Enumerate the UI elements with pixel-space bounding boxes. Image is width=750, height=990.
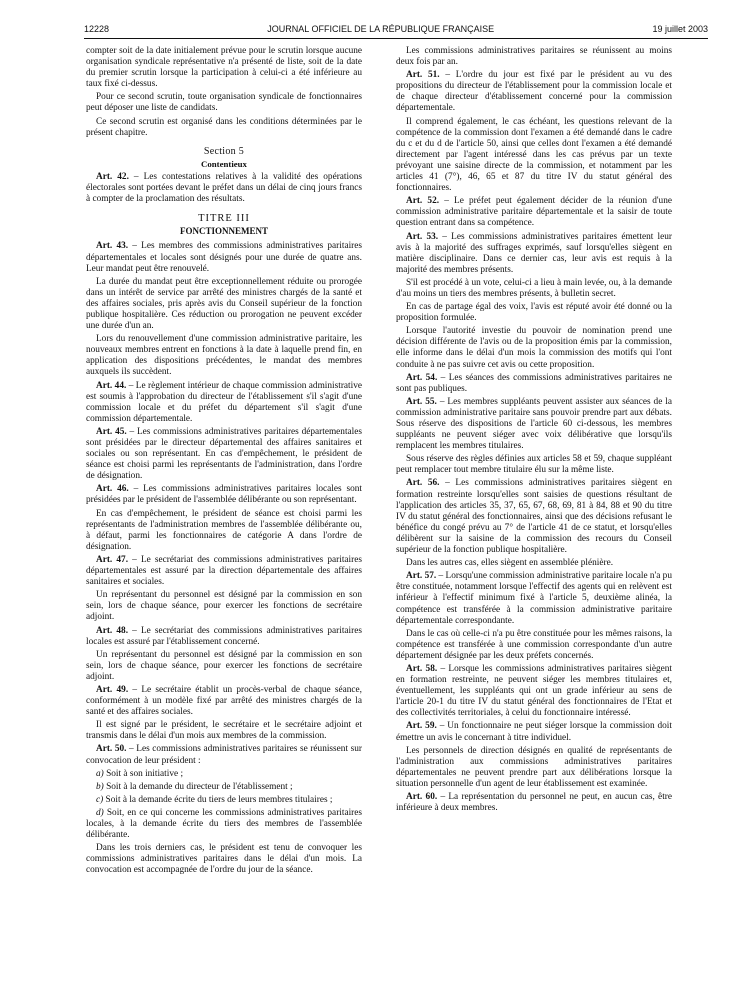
paragraph: La durée du mandat peut être exceptionnellement réduite ou prorogée dans un intérêt de service par arrêté des ministres chargés de la santé et des affaires sociales, pris après avis du Conseil supérieur de la fonction publique hospitalière. Ces réduction ou prorogation ne peuvent excéder une durée d'un an.	[86, 276, 362, 332]
article-text: – Lorsqu'une commission administrative paritaire locale n'a pu être constituée, notamment lorsque l'effectif des agents qui en relèvent est inférieur à l'effectif minimum fixé à l'article 5, deuxième alinéa, la compétence est transférée à la commission administrative paritaire départementale correspondante.	[396, 571, 672, 626]
section-title: Section 5	[203, 145, 245, 157]
list-item	[86, 769, 362, 780]
list-item	[86, 808, 362, 841]
article-43	[86, 241, 362, 274]
article-48	[86, 626, 362, 648]
article-51	[396, 70, 672, 114]
article-label: Art. 44.	[96, 380, 127, 391]
page-number: 12228	[84, 24, 110, 34]
article-text: – Le secrétariat des commissions administratives paritaires départementales est assuré par la direction départementale des affaires sanitaires et sociales.	[86, 554, 362, 588]
list-item	[86, 782, 362, 793]
article-label: Art. 46.	[96, 484, 129, 495]
paragraph: Les personnels de direction désignés en qualité de représentants de l'administration aux commissions administratives paritaires départementales ne peuvent prendre part aux délibérations lorsque la situation personnelle d'un agent de leur établissement est examinée.	[396, 745, 672, 789]
right-column	[396, 46, 672, 816]
article-label: Art. 50.	[96, 744, 127, 755]
list-letter: c)	[96, 794, 104, 805]
article-53	[396, 232, 672, 276]
article-52	[396, 196, 672, 229]
article-54	[396, 373, 672, 395]
list-letter: d)	[96, 807, 104, 818]
article-45	[86, 427, 362, 482]
titre-subtitle: FONCTIONNEMENT	[179, 226, 268, 237]
article-label: Art. 52.	[406, 196, 440, 207]
article-text: – Les commissions administratives paritaires siègent en formation restreinte lorsqu'elles sont saisies de questions résultant de l'application des articles 35, 37, 65, 67, 68, 69, 81 à 84, 88 et 90 du titre IV du statut général des fonctionnaires, ainsi que des décisions refusant le bénéfice du congé prévu au 7° de l'article 41 de ce statut, et lorsqu'elles délibèrent sur la saisine de la commission des recours du Conseil supérieur de la fonction publique hospitalière.	[396, 478, 672, 556]
paragraph: Un représentant du personnel est désigné par la commission en son sein, lors de chaque séance, pour exercer les fonctions de secrétaire adjoint.	[86, 590, 362, 623]
article-text: – L'ordre du jour est fixé par le président au vu des propositions du directeur de l'établissement pour la commission locale et de chaque directeur d'établissement concerné pour la commission départementale.	[396, 70, 672, 114]
paragraph: Dans le cas où celle-ci n'a pu être constituée pour les mêmes raisons, la compétence est transférée à une commission correspondante d'un autre département désignée par les deux préfets concernés.	[396, 628, 672, 661]
list-text: Soit, en ce qui concerne les commissions administratives paritaires locales, à la demande écrite du tiers des membres de l'assemblée délibérante.	[86, 807, 362, 841]
article-text: – Le règlement intérieur de chaque commission administrative est soumis à l'approbation du directeur de l'établissement s'il s'agit d'une commission locale et du préfet du département s'il s'agit d'une commission départementale.	[86, 380, 362, 424]
paragraph: Dans les trois derniers cas, le président est tenu de convoquer les commissions administratives paritaires dans le délai d'un mois. La convocation est accompagnée de l'ordre du jour de la séance.	[86, 843, 362, 876]
article-text: – Les commissions administratives paritaires locales sont présidées par le président de l'assemblée délibérante ou son représentant.	[86, 484, 362, 506]
article-label: Art. 59.	[406, 721, 437, 732]
article-text: – Les commissions administratives paritaires émettent leur avis à la majorité des suffrages exprimés, sauf lorsqu'elles siègent en matière disciplinaire. Dans ce dernier cas, leur avis est requis à la majorité des membres présents.	[396, 231, 672, 275]
article-label: Art. 47.	[96, 554, 129, 565]
article-text: – Le secrétariat des commissions administratives paritaires locales est assuré par l'établissement concerné.	[86, 625, 362, 647]
article-label: Art. 53.	[406, 231, 439, 242]
left-column	[86, 46, 362, 878]
publication-date: 19 juillet 2003	[652, 24, 708, 34]
article-text: – Lorsque les commissions administratives paritaires siègent en formation restreinte, ne peuvent siéger les membres titulaires et, éventuellement, les suppléants qui ont un grade inférieur au sens de l'article 20-1 du titre IV du statut général des fonctionnaires de l'Etat et des collectivités territoriales, à celui du fonctionnaire intéressé.	[396, 663, 672, 719]
article-56	[396, 478, 672, 556]
article-44	[86, 381, 362, 425]
article-text: – Le préfet peut également décider de la réunion d'une commission administrative paritaire départementale et la saisir de toute question entrant dans sa compétence.	[396, 196, 672, 229]
paragraph: Pour ce second scrutin, toute organisation syndicale de fonctionnaires peut déposer une liste de candidats.	[86, 92, 362, 114]
list-item	[86, 795, 362, 806]
section-subtitle: Contentieux	[201, 158, 247, 169]
list-letter: a)	[96, 768, 104, 779]
article-50	[86, 744, 362, 766]
paragraph: S'il est procédé à un vote, celui-ci a lieu à main levée, ou, à la demande d'au moins un tiers des membres présents, à bulletin secret.	[396, 277, 672, 299]
list-letter: b)	[96, 781, 104, 792]
article-label: Art. 56.	[406, 478, 440, 489]
page-header	[84, 21, 708, 37]
paragraph: Sous réserve des règles définies aux articles 58 et 59, chaque suppléant peut remplacer tout membre titulaire élu sur la même liste.	[396, 454, 672, 476]
header-rule	[84, 38, 708, 39]
article-text: – Les séances des commissions administratives paritaires ne sont pas publiques.	[396, 372, 672, 394]
paragraph: compter soit de la date initialement prévue pour le scrutin lorsque aucune organisation syndicale représentative n'a présenté de liste, soit de la date du premier scrutin lorsque la participation à celui-ci a été inférieure au taux fixé ci-dessus.	[86, 46, 362, 90]
article-label: Art. 42.	[96, 171, 129, 182]
article-text: – La représentation du personnel ne peut, en aucun cas, être inférieure à deux membres.	[396, 792, 672, 814]
article-label: Art. 48.	[96, 625, 129, 636]
article-46	[86, 484, 362, 506]
paragraph: En cas d'empêchement, le président de séance est choisi parmi les représentants de l'administration membres de l'assemblée délibérante ou, à défaut, parmi les fonctionnaires de catégorie A dans l'ordre de désignation.	[86, 508, 362, 552]
article-label: Art. 51.	[406, 70, 440, 81]
article-text: – Les contestations relatives à la validité des opérations électorales sont portées devant le préfet dans un délai de cinq jours francs à compter de la proclamation des résultats.	[86, 171, 362, 205]
paragraph: Lors du renouvellement d'une commission administrative paritaire, les nouveaux membres entrent en fonctions à la date à laquelle prend fin, en application des dispositions précédentes, le mandat des membres auxquels ils succèdent.	[86, 334, 362, 378]
list-text: Soit à la demande du directeur de l'établissement ;	[103, 781, 293, 792]
paragraph: Il est signé par le président, le secrétaire et le secrétaire adjoint et transmis dans le délai d'un mois aux membres de la commission.	[86, 720, 362, 742]
paragraph: Dans les autres cas, elles siègent en assemblée plénière.	[406, 558, 614, 569]
titre-title: TITRE III	[198, 213, 250, 225]
article-label: Art. 43.	[96, 241, 129, 252]
paragraph: Ce second scrutin est organisé dans les conditions déterminées par le présent chapitre.	[86, 116, 362, 138]
article-58	[396, 664, 672, 719]
article-label: Art. 54.	[406, 372, 438, 383]
article-text: – Les membres suppléants peuvent assister aux séances de la commission administrative paritaire sans pouvoir prendre part aux débats. Sous réserve des dispositions de l'article 60 ci-dessous, les membres suppléants ne peuvent siéger avec voix délibérative que lorsqu'ils remplacent les membres titulaires.	[396, 396, 672, 452]
article-text: – Le secrétaire établit un procès-verbal de chaque séance, conformément à un modèle fixé par arrêté des ministres chargés de la santé et des affaires sociales.	[86, 684, 362, 718]
article-60	[396, 792, 672, 814]
article-55	[396, 397, 672, 452]
article-label: Art. 55.	[406, 396, 437, 407]
article-47	[86, 555, 362, 588]
list-text: Soit à la demande écrite du tiers de leurs membres titulaires ;	[103, 794, 333, 805]
paragraph: En cas de partage égal des voix, l'avis est réputé avoir été donné ou la proposition formulée.	[396, 302, 672, 324]
article-text: – Un fonctionnaire ne peut siéger lorsque la commission doit émettre un avis le concernant à titre individuel.	[396, 721, 672, 743]
article-text: – Les membres des commissions administratives paritaires départementales et locales sont désignés pour une durée de quatre ans. Leur mandat peut être renouvelé.	[86, 241, 362, 274]
paragraph: Les commissions administratives paritaires se réunissent au moins deux fois par an.	[396, 46, 672, 68]
journal-title: JOURNAL OFFICIEL DE LA RÉPUBLIQUE FRANÇAISE	[267, 24, 495, 34]
list-text: Soit à son initiative ;	[103, 768, 184, 779]
article-label: Art. 57.	[406, 571, 437, 582]
paragraph: Un représentant du personnel est désigné par la commission en son sein, lors de chaque séance, pour exercer les fonctions de secrétaire adjoint.	[86, 649, 362, 682]
article-label: Art. 58.	[406, 663, 438, 674]
article-text: – Les commissions administratives paritaires départementales sont présidées par le directeur départemental des affaires sanitaires et sociales ou son représentant. En cas d'empêchement, le président de séance est choisi parmi les représentants de l'administration, dans l'ordre de désignation.	[86, 426, 362, 482]
article-text: – Les commissions administratives paritaires se réunissent sur convocation de leur président :	[86, 744, 362, 766]
paragraph: Lorsque l'autorité investie du pouvoir de nomination prend une décision différente de l'avis ou de la proposition émis par la commission, elle informe dans le délai d'un mois la commission des motifs qui l'ont conduite à ne pas suivre cet avis ou cette proposition.	[396, 326, 672, 370]
article-59	[396, 721, 672, 743]
paragraph: Il comprend également, le cas échéant, les questions relevant de la compétence de la commission dont l'examen a été demandé dans le cadre du c et du d de l'article 50, ainsi que celles dont l'examen a été demandé directement par l'agent intéressé dans les cas prévus par un texte prévoyant une saisine directe de la commission, et notamment par les articles 41 (7°), 46, 65 et 87 du titre IV du statut général des fonctionnaires.	[396, 116, 672, 194]
article-label: Art. 60.	[406, 792, 438, 802]
article-49	[86, 685, 362, 718]
article-label: Art. 49.	[96, 684, 129, 695]
article-57	[396, 571, 672, 626]
article-label: Art. 45.	[96, 426, 127, 437]
article-42	[86, 172, 362, 205]
